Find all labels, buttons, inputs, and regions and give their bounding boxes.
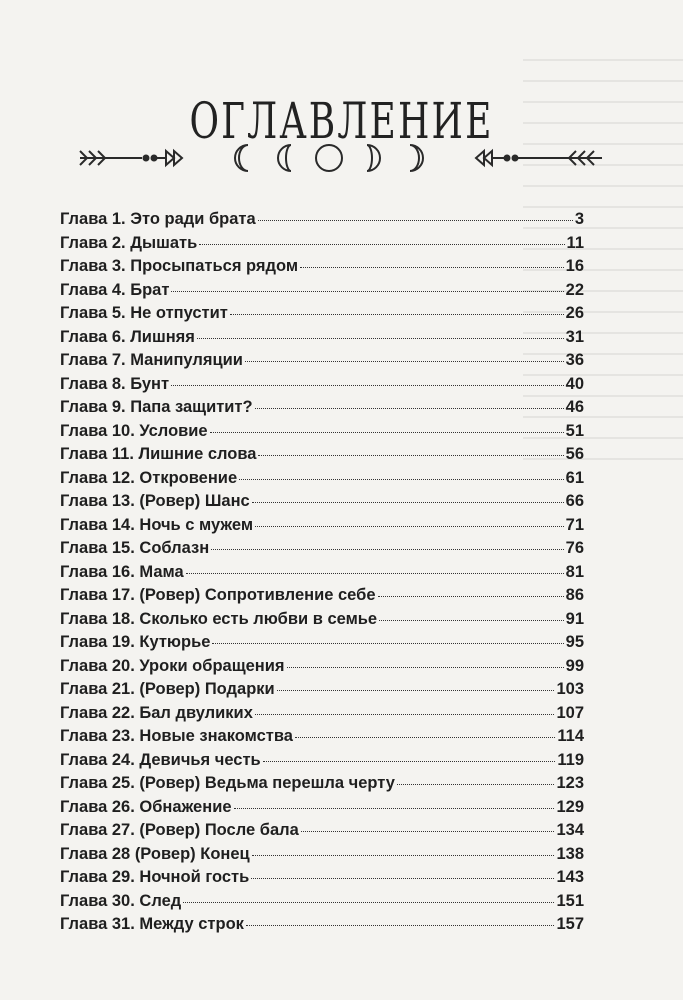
page-number: 61 — [565, 468, 584, 487]
toc-entry[interactable] — [60, 257, 584, 281]
chapter-title: Глава 25. (Ровер) Ведьма перешла черту — [60, 774, 395, 792]
dot-leader — [186, 573, 564, 574]
page-number: 71 — [565, 515, 584, 534]
page-number: 16 — [565, 257, 584, 275]
page-number: 51 — [565, 421, 584, 440]
moon-phases-icon — [235, 145, 423, 171]
toc-entry[interactable] — [60, 304, 584, 328]
chapter-title: Глава 18. Сколько есть любви в семье — [60, 609, 378, 628]
chapter-title: Глава 21. (Ровер) Подарки — [60, 680, 275, 698]
chapter-title: Глава 23. Новые знакомства — [60, 727, 293, 745]
page-number: 114 — [557, 727, 584, 745]
ornament-divider — [76, 138, 606, 178]
dot-leader — [258, 455, 563, 456]
page-title: ОГЛАВЛЕНИЕ — [189, 91, 494, 150]
page-number: 138 — [556, 844, 584, 863]
page-number: 103 — [556, 680, 584, 698]
page-number: 81 — [565, 562, 584, 581]
toc-entry[interactable] — [60, 915, 584, 939]
page-number: 157 — [556, 915, 584, 933]
table-of-contents — [60, 210, 584, 939]
chapter-title: Глава 13. (Ровер) Шанс — [60, 492, 250, 510]
toc-entry[interactable] — [60, 704, 584, 728]
toc-entry[interactable] — [60, 798, 584, 822]
toc-entry[interactable] — [60, 563, 584, 587]
chapter-title: Глава 31. Между строк — [60, 915, 244, 933]
chapter-title: Глава 12. Откровение — [60, 468, 238, 487]
page-number: 3 — [574, 210, 584, 228]
dot-leader — [234, 808, 555, 809]
toc-entry[interactable] — [60, 586, 584, 610]
dot-leader — [212, 643, 563, 644]
page-number: 36 — [565, 351, 584, 369]
dot-leader — [252, 855, 555, 856]
toc-entry[interactable] — [60, 351, 584, 375]
dot-leader — [199, 244, 564, 245]
dot-leader — [245, 361, 564, 362]
toc-entry[interactable] — [60, 234, 584, 258]
page-number: 119 — [557, 750, 584, 769]
dot-leader — [252, 502, 564, 503]
toc-entry[interactable] — [60, 516, 584, 540]
chapter-title: Глава 16. Мама — [60, 562, 184, 581]
dot-leader — [251, 878, 554, 879]
dot-leader — [255, 408, 564, 409]
dot-leader — [301, 831, 555, 832]
chapter-title: Глава 27. (Ровер) После бала — [60, 821, 299, 839]
chapter-title: Глава 14. Ночь с мужем — [60, 515, 254, 534]
toc-entry[interactable] — [60, 633, 584, 657]
toc-entry[interactable] — [60, 821, 584, 845]
chapter-title: Глава 4. Брат — [60, 280, 170, 299]
dot-leader — [258, 220, 573, 221]
chapter-title: Глава 19. Кутюрье — [60, 633, 211, 651]
dot-leader — [197, 338, 564, 339]
dot-leader — [378, 596, 564, 597]
page-number: 143 — [556, 868, 584, 886]
page-number: 99 — [565, 656, 584, 675]
toc-entry[interactable] — [60, 445, 584, 469]
page-number: 22 — [565, 280, 584, 299]
toc-entry[interactable] — [60, 774, 584, 798]
page-number: 56 — [565, 445, 584, 463]
toc-entry[interactable] — [60, 375, 584, 399]
page-number: 11 — [566, 233, 584, 252]
chapter-title: Глава 20. Уроки обращения — [60, 656, 285, 675]
toc-entry[interactable] — [60, 657, 584, 681]
page-number: 31 — [565, 327, 584, 346]
chapter-title: Глава 24. Девичья честь — [60, 750, 261, 769]
toc-entry[interactable] — [60, 845, 584, 869]
page-number: 66 — [565, 492, 584, 510]
chapter-title: Глава 30. След — [60, 891, 182, 910]
chapter-title: Глава 1. Это ради брата — [60, 210, 256, 228]
chapter-title: Глава 3. Просыпаться рядом — [60, 257, 299, 275]
chapter-title: Глава 28 (Ровер) Конец — [60, 844, 250, 863]
chapter-title: Глава 11. Лишние слова — [60, 445, 257, 463]
dot-leader — [230, 314, 564, 315]
chapter-title: Глава 10. Условие — [60, 421, 208, 440]
dot-leader — [210, 432, 564, 433]
toc-entry[interactable] — [60, 492, 584, 516]
dot-leader — [263, 761, 556, 762]
dot-leader — [239, 479, 564, 480]
toc-entry[interactable] — [60, 469, 584, 493]
chapter-title: Глава 7. Манипуляции — [60, 351, 243, 369]
chapter-title: Глава 8. Бунт — [60, 374, 170, 393]
page-number: 123 — [556, 774, 584, 792]
dot-leader — [300, 267, 564, 268]
chapter-title: Глава 22. Бал двуликих — [60, 703, 253, 722]
dot-leader — [183, 902, 554, 903]
page-number: 129 — [556, 797, 584, 816]
toc-entry[interactable] — [60, 422, 584, 446]
page-number: 151 — [556, 891, 584, 910]
toc-entry[interactable] — [60, 398, 584, 422]
chapter-title: Глава 29. Ночной гость — [60, 868, 250, 886]
dot-leader — [211, 549, 563, 550]
page-number: 46 — [565, 398, 584, 416]
chapter-title: Глава 2. Дышать — [60, 233, 198, 252]
dot-leader — [295, 737, 555, 738]
chapter-title: Глава 17. (Ровер) Сопротивление себе — [60, 586, 376, 604]
toc-entry[interactable] — [60, 751, 584, 775]
toc-entry[interactable] — [60, 281, 584, 305]
toc-entry[interactable] — [60, 892, 584, 916]
dot-leader — [171, 385, 564, 386]
dot-leader — [246, 925, 555, 926]
toc-entry[interactable] — [60, 610, 584, 634]
arrow-right-icon — [80, 151, 182, 165]
dot-leader — [255, 714, 555, 715]
page-number: 40 — [565, 374, 584, 393]
chapter-title: Глава 9. Папа защитит? — [60, 398, 253, 416]
toc-entry[interactable] — [60, 210, 584, 234]
dot-leader — [287, 667, 564, 668]
dot-leader — [277, 690, 555, 691]
page-number: 95 — [565, 633, 584, 651]
dot-leader — [255, 526, 564, 527]
toc-entry[interactable] — [60, 680, 584, 704]
toc-entry[interactable] — [60, 868, 584, 892]
chapter-title: Глава 6. Лишняя — [60, 327, 195, 346]
page-number: 76 — [565, 539, 584, 557]
dot-leader — [397, 784, 555, 785]
page-number: 107 — [556, 703, 584, 722]
toc-entry[interactable] — [60, 727, 584, 751]
dot-leader — [171, 291, 563, 292]
page-number: 91 — [565, 609, 584, 628]
chapter-title: Глава 15. Соблазн — [60, 539, 210, 557]
dot-leader — [379, 620, 564, 621]
chapter-title: Глава 26. Обнажение — [60, 797, 232, 816]
toc-entry[interactable] — [60, 539, 584, 563]
page-number: 26 — [565, 304, 584, 322]
page-number: 134 — [556, 821, 584, 839]
page-number: 86 — [565, 586, 584, 604]
chapter-title: Глава 5. Не отпустит — [60, 304, 228, 322]
arrow-left-icon — [476, 151, 602, 165]
toc-entry[interactable] — [60, 328, 584, 352]
